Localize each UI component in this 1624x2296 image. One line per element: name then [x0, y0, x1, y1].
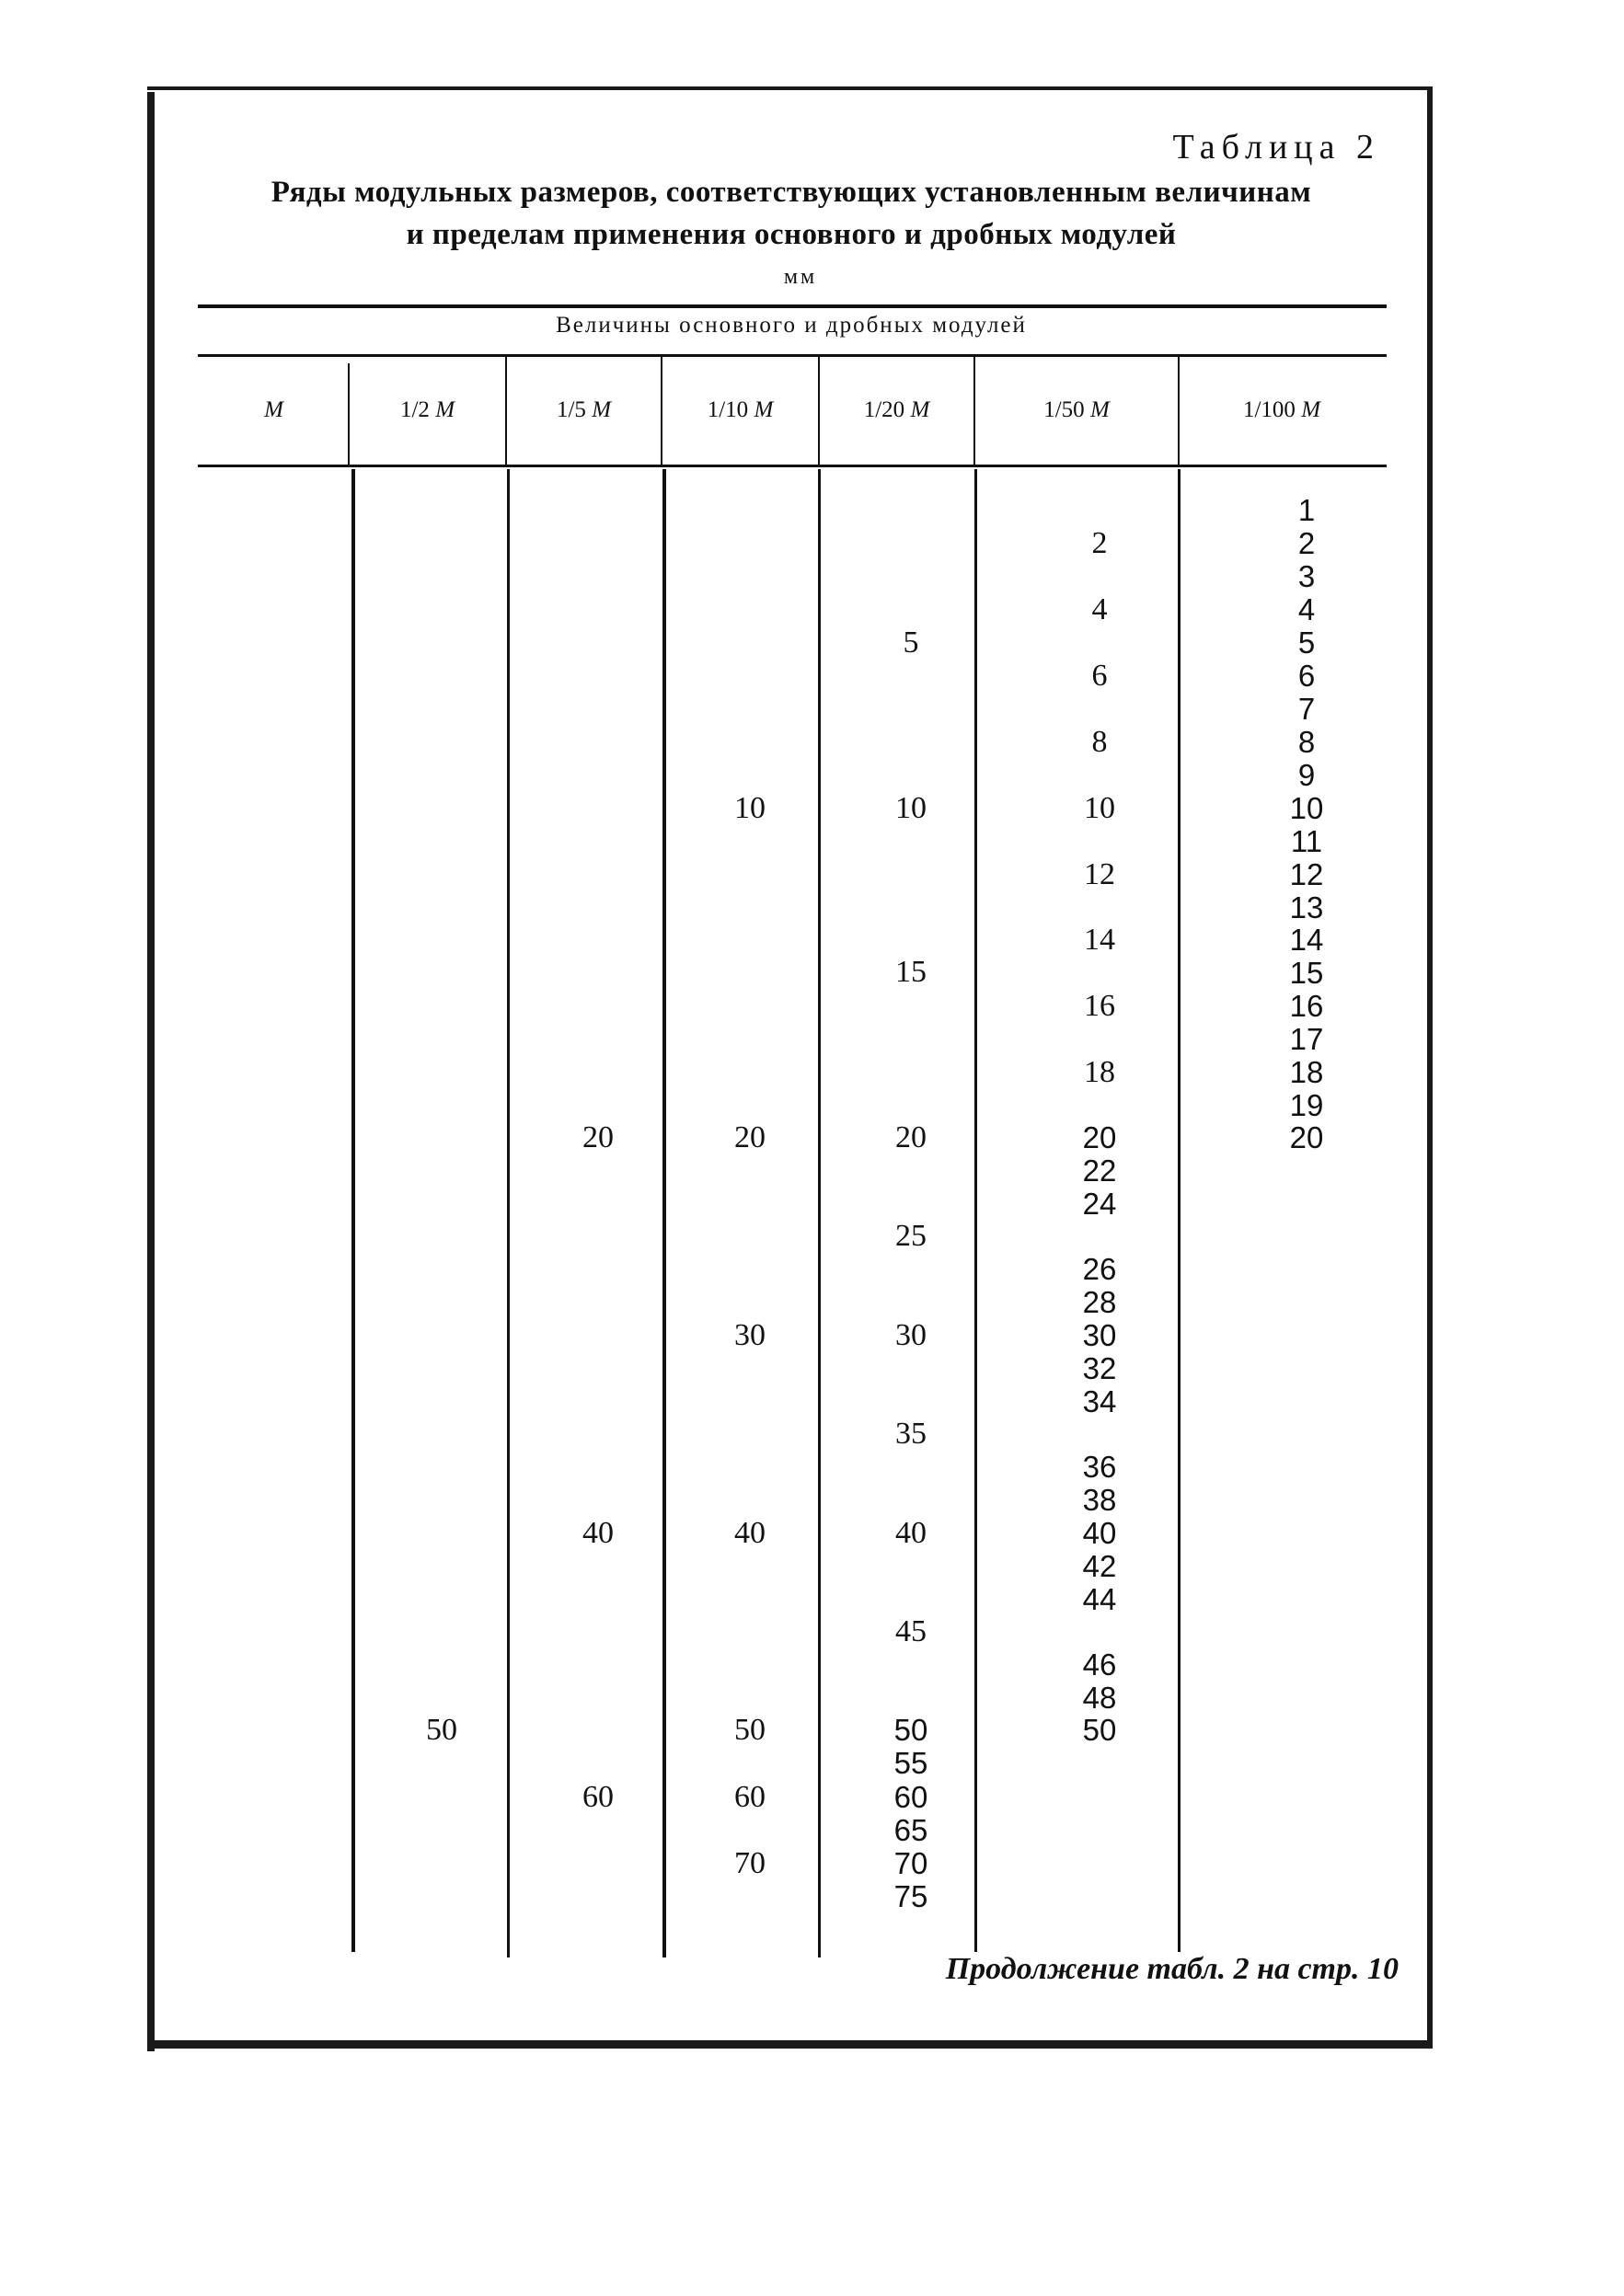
table-superheader: Величины основного и дробных модулей	[556, 313, 1027, 338]
page-frame-left	[147, 92, 155, 2051]
column-header-1-10M: 1/10 М	[707, 397, 774, 422]
column-header-1-50M: 1/50 М	[1043, 397, 1110, 422]
table-cell: 60	[893, 1780, 928, 1814]
table-cell: 16	[1084, 989, 1115, 1023]
table-cell: 70	[734, 1846, 766, 1880]
table-cell: 18	[1084, 1055, 1115, 1089]
table-cell: 15	[895, 955, 927, 989]
table-cell: 20	[734, 1120, 766, 1154]
table-cell: 75	[893, 1879, 928, 1913]
table-cell: 20	[582, 1120, 614, 1154]
table-cell: 6	[1091, 659, 1108, 693]
column-divider	[818, 469, 821, 1957]
table-cell: 12	[1289, 857, 1324, 891]
table-cell: 14	[1084, 923, 1115, 957]
table-rule-header	[198, 465, 1387, 467]
table-cell: 30	[1082, 1318, 1117, 1352]
table-cell: 4	[1297, 592, 1316, 626]
table-cell: 9	[1297, 758, 1316, 792]
table-cell: 50	[893, 1713, 928, 1747]
table-cell: 5	[903, 626, 919, 660]
table-cell: 22	[1082, 1154, 1117, 1188]
table-cell: 3	[1297, 559, 1316, 593]
table-cell: 12	[1084, 857, 1115, 891]
column-divider	[507, 469, 510, 1957]
column-header-1-20M: 1/20 М	[863, 397, 930, 422]
table-cell: 48	[1082, 1681, 1117, 1715]
continuation-note: Продолжение табл. 2 на стр. 10	[945, 1952, 1399, 1986]
table-cell: 1	[1297, 493, 1316, 527]
table-cell: 13	[1289, 890, 1324, 924]
table-cell: 7	[1297, 692, 1316, 726]
table-cell: 26	[1082, 1252, 1117, 1286]
table-cell: 32	[1082, 1351, 1117, 1385]
table-cell: 2	[1091, 526, 1108, 560]
table-cell: 50	[734, 1713, 766, 1747]
column-divider	[974, 469, 977, 1952]
table-cell: 20	[895, 1120, 927, 1154]
table-cell: 65	[893, 1813, 928, 1847]
column-divider	[351, 469, 355, 1952]
table-cell: 38	[1082, 1483, 1117, 1517]
column-header-1-100M: 1/100 М	[1242, 397, 1321, 422]
table-label: Таблица 2	[1172, 128, 1380, 166]
column-divider	[1178, 469, 1181, 1952]
table-cell: 6	[1297, 659, 1316, 693]
table-cell: 20	[1082, 1120, 1117, 1154]
table-cell: 15	[1289, 956, 1324, 990]
table-cell: 2	[1297, 526, 1316, 560]
table-cell: 30	[734, 1318, 766, 1352]
table-cell: 30	[895, 1318, 927, 1352]
table-cell: 10	[895, 791, 927, 825]
table-cell: 34	[1082, 1384, 1117, 1418]
table-cell: 46	[1082, 1647, 1117, 1682]
table-cell: 10	[1084, 791, 1115, 825]
table-cell: 50	[426, 1713, 457, 1747]
table-cell: 19	[1289, 1088, 1324, 1122]
table-cell: 40	[1082, 1516, 1117, 1550]
table-cell: 50	[1082, 1713, 1117, 1747]
table-cell: 55	[893, 1746, 928, 1780]
column-divider	[662, 469, 666, 1957]
table-cell: 25	[895, 1219, 927, 1253]
table-cell: 45	[895, 1614, 927, 1648]
table-cell: 4	[1091, 592, 1108, 626]
table-cell: 35	[895, 1417, 927, 1451]
table-rule-top	[198, 304, 1387, 308]
units-label: мм	[783, 265, 818, 289]
page-frame-right	[1427, 86, 1433, 2048]
table-rule-superheader	[198, 354, 1387, 357]
table-cell: 24	[1082, 1187, 1117, 1221]
title-line-2: и пределам применения основного и дробных модулей	[406, 218, 1177, 251]
table-cell: 10	[1289, 791, 1324, 825]
table-cell: 8	[1297, 725, 1316, 759]
table-cell: 16	[1289, 989, 1324, 1023]
table-cell: 70	[893, 1846, 928, 1880]
table-cell: 10	[734, 791, 766, 825]
title-line-1: Ряды модульных размеров, соответствующих установленным величинам	[271, 176, 1312, 209]
table-cell: 28	[1082, 1285, 1117, 1319]
table-cell: 40	[582, 1516, 614, 1550]
table-cell: 5	[1297, 626, 1316, 660]
table-cell: 14	[1289, 923, 1324, 957]
table-cell: 60	[582, 1780, 614, 1814]
table-cell: 42	[1082, 1549, 1117, 1583]
column-header-1-5M: 1/5 М	[556, 397, 612, 422]
column-header-M: М	[264, 397, 283, 422]
table-cell: 36	[1082, 1450, 1117, 1484]
table-cell: 40	[895, 1516, 927, 1550]
table-cell: 17	[1289, 1022, 1324, 1056]
table-cell: 20	[1289, 1120, 1324, 1154]
column-header-1-2M: 1/2 М	[399, 397, 455, 422]
table-cell: 11	[1290, 824, 1323, 858]
table-cell: 60	[734, 1780, 766, 1814]
table-title	[193, 171, 1389, 256]
table-cell: 40	[734, 1516, 766, 1550]
page-frame-bottom	[147, 2040, 1433, 2049]
table-cell: 8	[1091, 725, 1108, 759]
table-cell: 18	[1289, 1055, 1324, 1089]
table-cell: 44	[1082, 1582, 1117, 1616]
page-frame-top	[147, 86, 1431, 90]
